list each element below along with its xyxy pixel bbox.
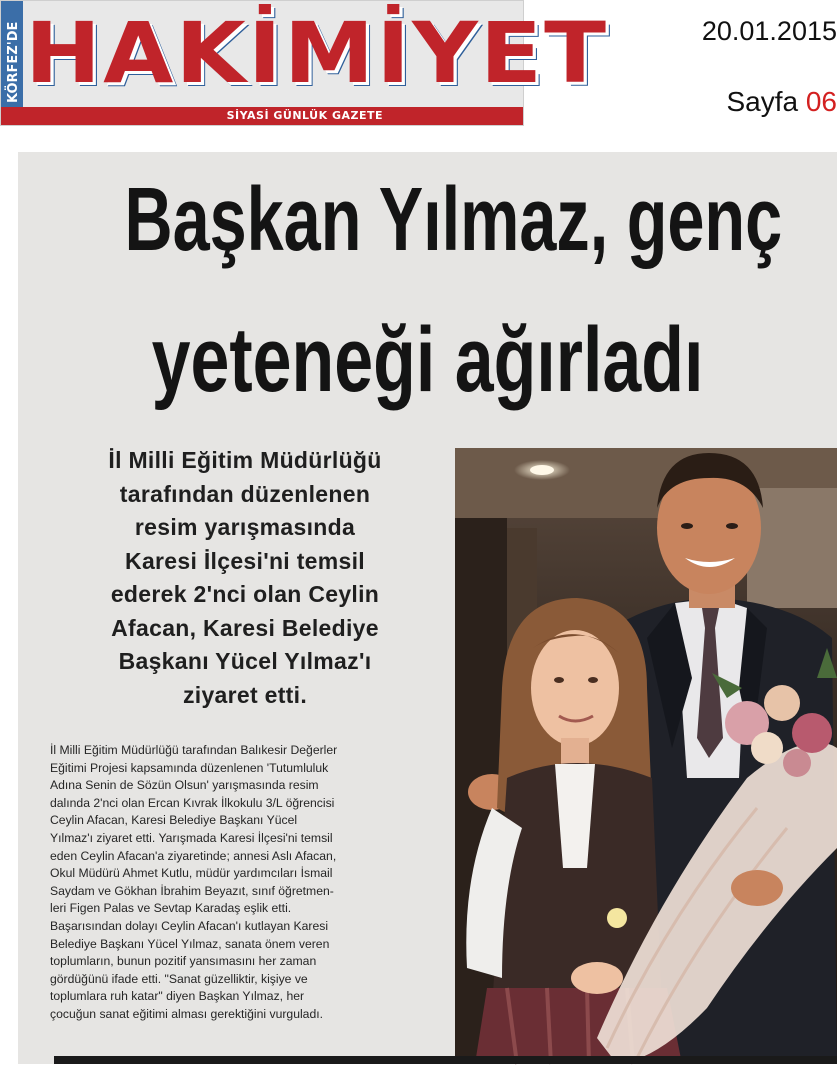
headline-line-1: Başkan Yılmaz, genç	[124, 170, 783, 270]
newspaper-masthead	[0, 0, 609, 126]
body-line: Eğitimi Projesi kapsamında düzenlenen 'Tutumluluk	[50, 760, 329, 775]
body-line: toplumlara ruh katar" diyen Başkan Yılmaz, her	[50, 989, 305, 1004]
page-indicator	[726, 86, 837, 118]
article-subheading	[46, 444, 444, 712]
subheading-line: Afacan, Karesi Belediye	[111, 614, 379, 641]
body-line: çocuğun sanat eğitimi alması gerektiğini vurguladı.	[50, 1006, 324, 1021]
body-line: dalında 2'nci olan Ercan Kıvrak İlkokulu 3/L öğrencisi	[50, 795, 335, 810]
article-headline	[18, 152, 837, 442]
body-line: Saydam ve Gökhan İbrahim Beyazıt, sınıf öğretmen-	[50, 883, 334, 898]
subheading-line: Başkanı Yücel Yılmaz'ı	[118, 648, 372, 674]
headline-line-2: yeteneği ağırladı	[151, 309, 704, 411]
subheading-line: İl Milli Eğitim Müdürlüğü	[108, 447, 382, 473]
body-line: gördüğünü ifade etti. "Sanat güzelliktir, kişiye ve	[50, 971, 308, 986]
body-line: Adına Senin de Sözün Olsun' yarışmasında resim	[50, 778, 319, 793]
body-line: Başarısından dolayı Ceylin Afacan'ı kutlayan Karesi	[50, 918, 329, 933]
newspaper-tagline: SİYASİ GÜNLÜK GAZETE	[226, 109, 383, 122]
body-line: Okul Müdürü Ahmet Kutlu, müdür yardımcıları İsmail	[50, 866, 333, 881]
body-line: toplumların, bunun pozitif yansımasını her zaman	[50, 954, 317, 969]
body-line: İl Milli Eğitim Müdürlüğü tarafından Balıkesir Değerler	[50, 743, 338, 757]
article-photo	[447, 448, 837, 1064]
bottom-rule	[54, 1056, 837, 1064]
subheading-line: Karesi İlçesi'ni temsil	[125, 547, 365, 574]
subheading-line: ederek 2'nci olan Ceylin	[110, 581, 380, 607]
page-label: Sayfa	[726, 86, 799, 117]
body-line: eden Ceylin Afacan'a ziyaretinde; annesi Aslı Afacan,	[50, 848, 337, 863]
subheading-line: resim yarışmasında	[134, 514, 356, 540]
subheading-line: tarafından düzenlenen	[119, 480, 371, 507]
publication-date: 20.01.2015	[701, 16, 837, 46]
photo-illustration	[447, 448, 837, 1064]
article-body	[50, 742, 452, 1024]
svg-text:KÖRFEZ'DE: KÖRFEZ'DE	[6, 21, 21, 103]
body-line: Yılmaz'ı ziyaret etti. Yarışmada Karesi İlçesi'ni temsil	[50, 830, 333, 845]
page-number: 06	[805, 86, 837, 117]
newspaper-name: HAKİMİYET	[25, 4, 609, 102]
body-line: Belediye Başkanı Yücel Yılmaz, sanata önem veren	[50, 936, 330, 951]
masthead-side-text-logo	[1, 1, 23, 107]
article-clipping	[18, 152, 837, 1064]
subheading-line: ziyaret etti.	[182, 681, 308, 708]
masthead-side-strip	[1, 1, 23, 107]
body-line: Ceylin Afacan, Karesi Belediye Başkanı Yücel	[50, 813, 298, 828]
body-line: leri Figen Palas ve Sevtap Karadaş eşlik etti.	[50, 901, 292, 916]
